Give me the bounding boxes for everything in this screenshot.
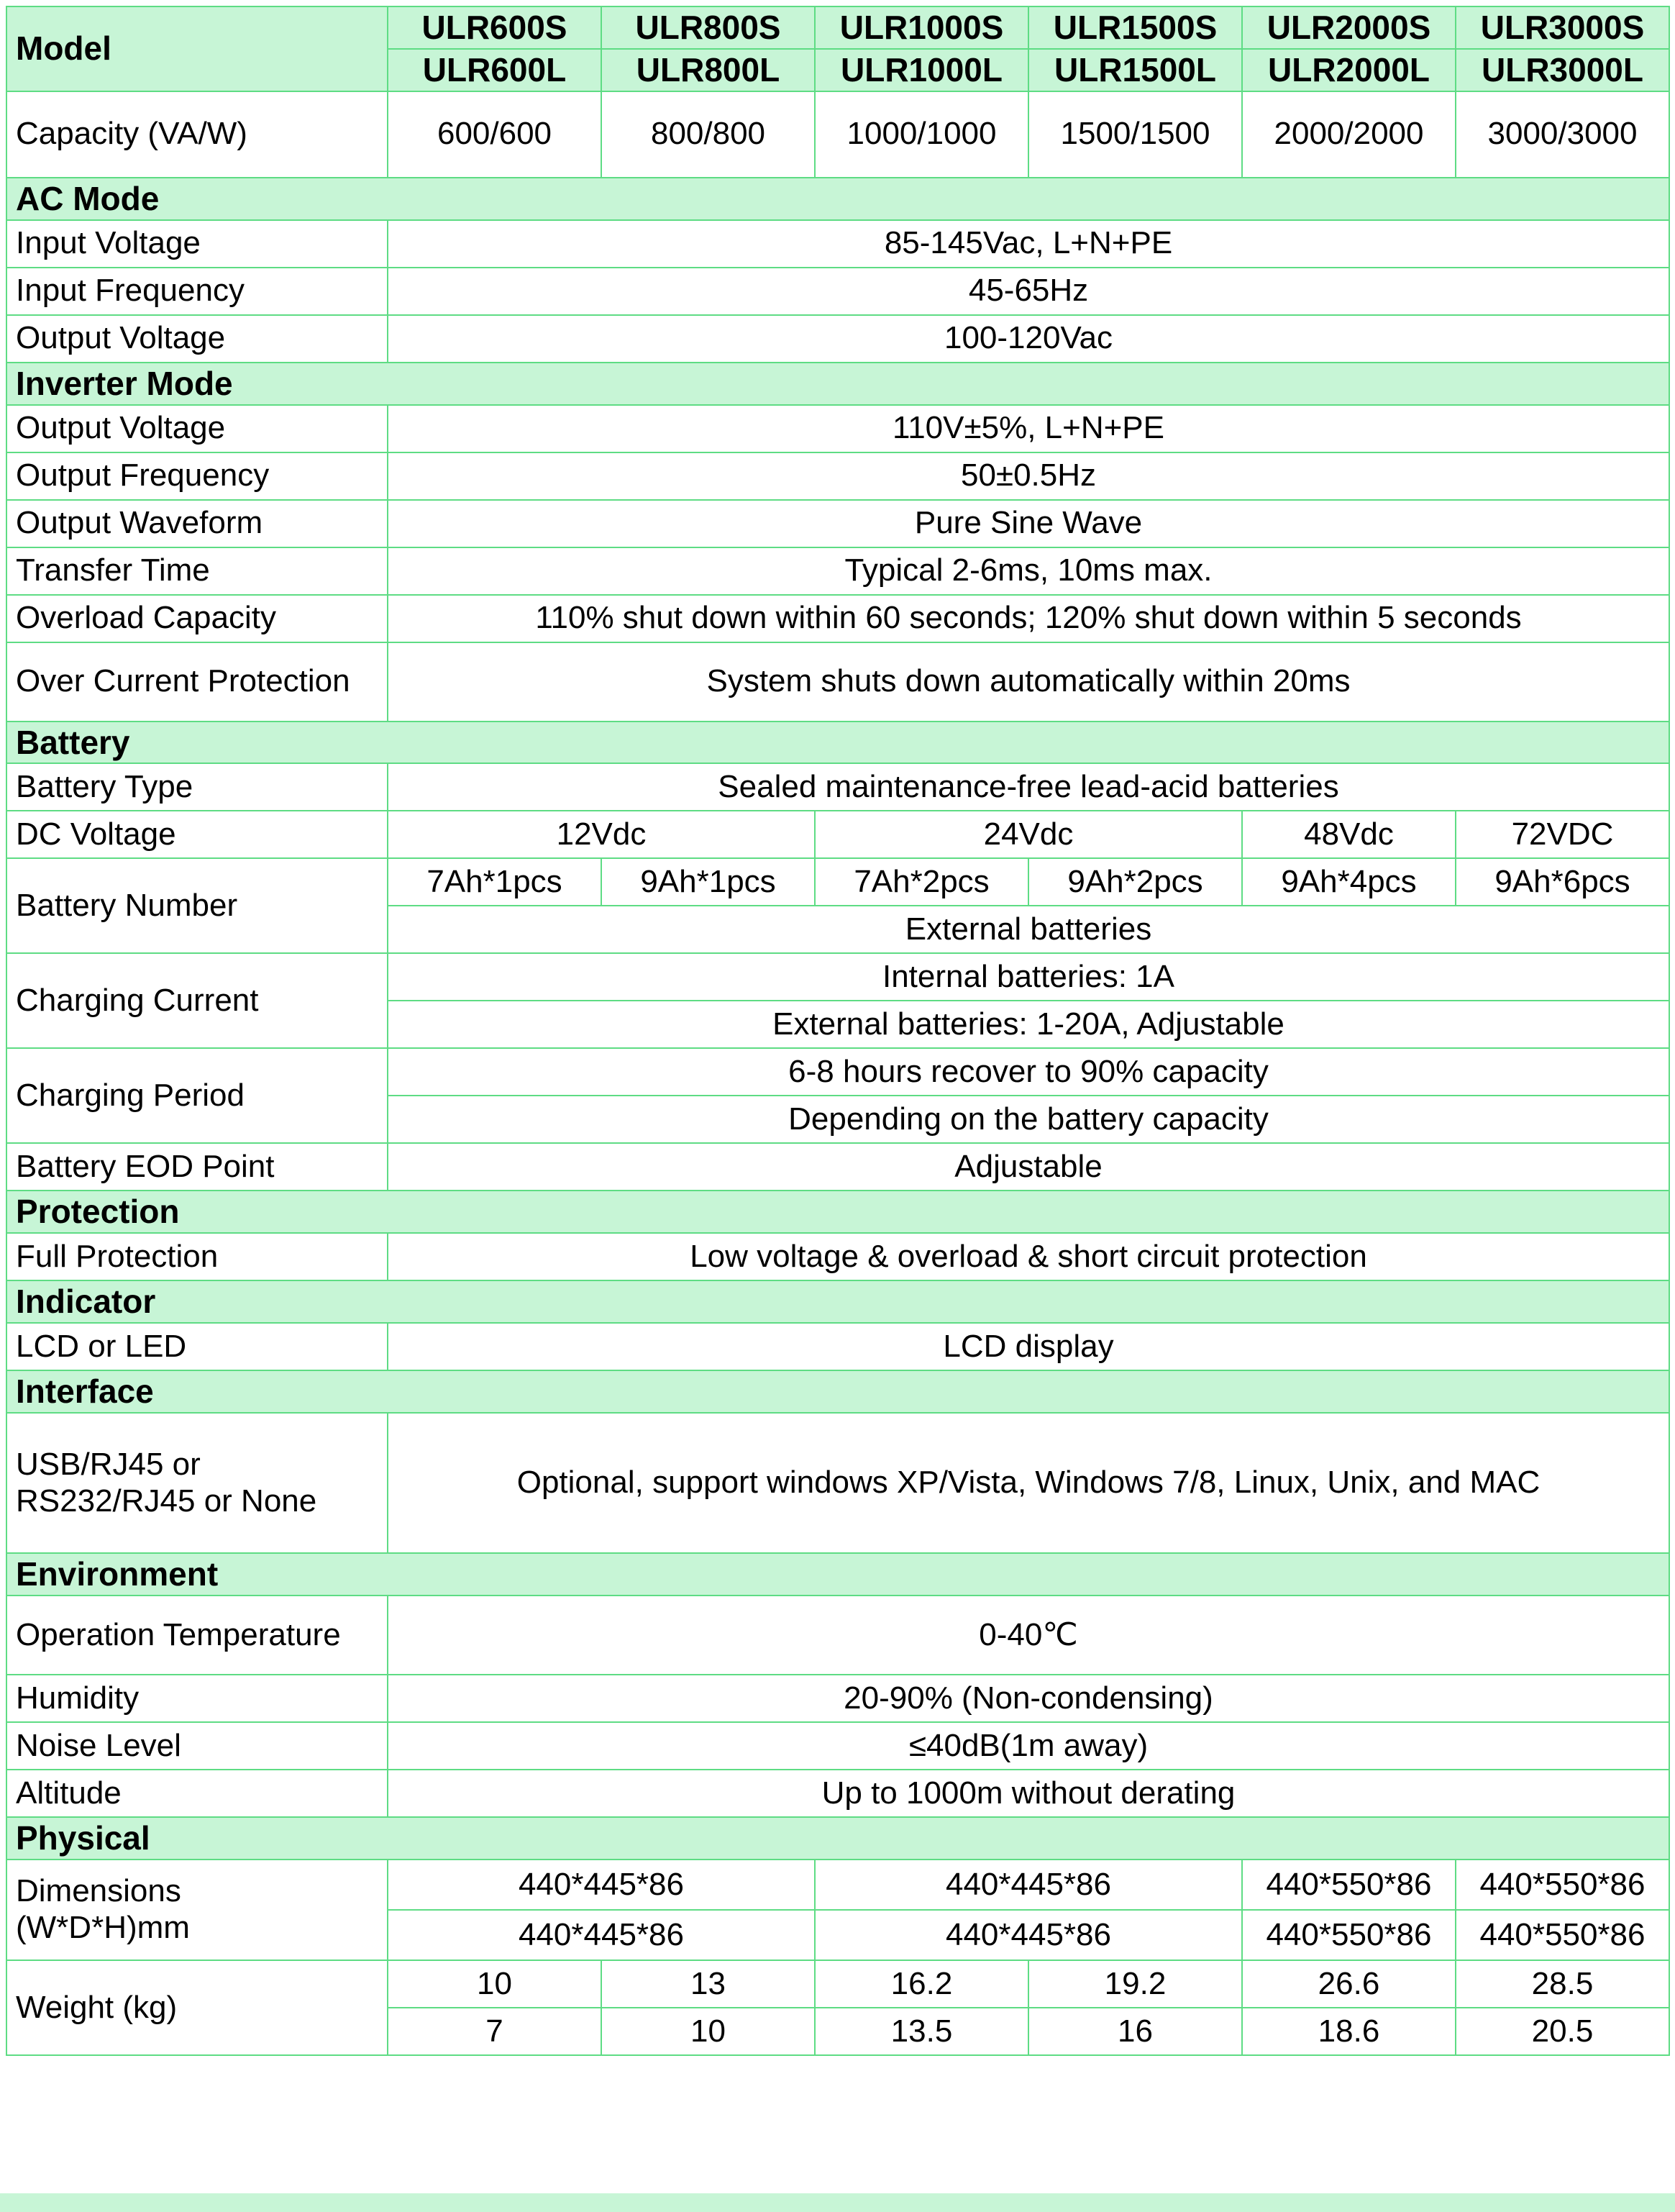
row-value: Up to 1000m without derating	[388, 1770, 1669, 1817]
dc-voltage-cell: 48Vdc	[1242, 811, 1456, 858]
row-label: Weight (kg)	[6, 1960, 388, 2055]
battery-number-cell: 7Ah*2pcs	[815, 858, 1028, 906]
interface-label-line2: RS232/RJ45 or None	[16, 1483, 317, 1519]
weight-cell: 13.5	[815, 2008, 1028, 2055]
row-value: 110V±5%, L+N+PE	[388, 405, 1669, 452]
row-label: Over Current Protection	[6, 642, 388, 722]
row-value: 100-120Vac	[388, 315, 1669, 363]
model-cell: ULR1500S	[1028, 6, 1242, 49]
weight-cell: 18.6	[1242, 2008, 1456, 2055]
row-value: ≤40dB(1m away)	[388, 1722, 1669, 1770]
row-value: External batteries	[388, 906, 1669, 953]
row-value: LCD display	[388, 1323, 1669, 1370]
weight-cell: 13	[601, 1960, 815, 2008]
row-value: Internal batteries: 1A	[388, 953, 1669, 1001]
dimension-cell: 440*550*86	[1242, 1910, 1456, 1960]
row-value: 20-90% (Non-condensing)	[388, 1675, 1669, 1722]
row-value: 50±0.5Hz	[388, 452, 1669, 500]
dimensions-label-line1: Dimensions	[16, 1873, 181, 1909]
row-value: Depending on the battery capacity	[388, 1096, 1669, 1143]
dimension-cell: 440*550*86	[1456, 1860, 1669, 1910]
row-label: Full Protection	[6, 1233, 388, 1280]
row-label: Input Voltage	[6, 220, 388, 268]
row-label: Output Frequency	[6, 452, 388, 500]
capacity-value: 600/600	[388, 91, 601, 178]
row-label: Charging Current	[6, 953, 388, 1048]
dc-voltage-cell: 24Vdc	[815, 811, 1242, 858]
model-cell: ULR1000L	[815, 49, 1028, 91]
row-label: Output Waveform	[6, 500, 388, 547]
row-label	[6, 1860, 388, 1960]
row-value: Typical 2-6ms, 10ms max.	[388, 547, 1669, 595]
section-header-indicator: Indicator	[6, 1280, 1669, 1323]
capacity-label: Capacity (VA/W)	[6, 91, 388, 178]
model-cell: ULR2000L	[1242, 49, 1456, 91]
section-header-inverter-mode: Inverter Mode	[6, 363, 1669, 405]
row-label: Transfer Time	[6, 547, 388, 595]
section-header-physical: Physical	[6, 1817, 1669, 1860]
dc-voltage-cell: 72VDC	[1456, 811, 1669, 858]
row-label: Battery Number	[6, 858, 388, 953]
dimension-cell: 440*550*86	[1456, 1910, 1669, 1960]
row-label: Output Voltage	[6, 405, 388, 452]
row-value: Optional, support windows XP/Vista, Windows 7/8, Linux, Unix, and MAC	[388, 1413, 1669, 1553]
row-label: Battery Type	[6, 763, 388, 811]
row-value: 0-40℃	[388, 1596, 1669, 1675]
dimension-cell: 440*445*86	[388, 1860, 815, 1910]
weight-cell: 20.5	[1456, 2008, 1669, 2055]
capacity-value: 1500/1500	[1028, 91, 1242, 178]
weight-cell: 19.2	[1028, 1960, 1242, 2008]
interface-label-line1: USB/RJ45 or	[16, 1447, 201, 1483]
battery-number-cell: 9Ah*2pcs	[1028, 858, 1242, 906]
row-value: Adjustable	[388, 1143, 1669, 1191]
dc-voltage-cell: 12Vdc	[388, 811, 815, 858]
capacity-value: 800/800	[601, 91, 815, 178]
weight-cell: 16	[1028, 2008, 1242, 2055]
spec-table	[6, 6, 1670, 2056]
section-header-protection: Protection	[6, 1191, 1669, 1233]
row-label: Humidity	[6, 1675, 388, 1722]
model-cell: ULR2000S	[1242, 6, 1456, 49]
footer-bar	[0, 2193, 1675, 2212]
row-value: 110% shut down within 60 seconds; 120% shut down within 5 seconds	[388, 595, 1669, 642]
dimension-cell: 440*445*86	[815, 1860, 1242, 1910]
row-value: 85-145Vac, L+N+PE	[388, 220, 1669, 268]
row-label: LCD or LED	[6, 1323, 388, 1370]
row-label: Charging Period	[6, 1048, 388, 1143]
row-label	[6, 1413, 388, 1553]
battery-number-cell: 7Ah*1pcs	[388, 858, 601, 906]
model-cell: ULR1500L	[1028, 49, 1242, 91]
row-value: 6-8 hours recover to 90% capacity	[388, 1048, 1669, 1096]
model-cell: ULR1000S	[815, 6, 1028, 49]
model-cell: ULR800S	[601, 6, 815, 49]
row-label: Input Frequency	[6, 268, 388, 315]
capacity-value: 2000/2000	[1242, 91, 1456, 178]
model-cell: ULR800L	[601, 49, 815, 91]
weight-cell: 26.6	[1242, 1960, 1456, 2008]
row-value: System shuts down automatically within 20ms	[388, 642, 1669, 722]
section-header-ac-mode: AC Mode	[6, 178, 1669, 220]
row-value: Pure Sine Wave	[388, 500, 1669, 547]
model-cell: ULR600L	[388, 49, 601, 91]
dimension-cell: 440*550*86	[1242, 1860, 1456, 1910]
dimension-cell: 440*445*86	[815, 1910, 1242, 1960]
row-label: Battery EOD Point	[6, 1143, 388, 1191]
battery-number-cell: 9Ah*6pcs	[1456, 858, 1669, 906]
section-header-battery: Battery	[6, 722, 1669, 764]
row-label: Noise Level	[6, 1722, 388, 1770]
row-label: Output Voltage	[6, 315, 388, 363]
section-header-interface: Interface	[6, 1370, 1669, 1413]
row-value: 45-65Hz	[388, 268, 1669, 315]
row-value: Low voltage & overload & short circuit protection	[388, 1233, 1669, 1280]
weight-cell: 7	[388, 2008, 601, 2055]
model-cell: ULR3000S	[1456, 6, 1669, 49]
weight-cell: 10	[601, 2008, 815, 2055]
row-value: Sealed maintenance-free lead-acid batteries	[388, 763, 1669, 811]
weight-cell: 10	[388, 1960, 601, 2008]
row-value: External batteries: 1-20A, Adjustable	[388, 1001, 1669, 1048]
dimensions-label-line2: (W*D*H)mm	[16, 1909, 190, 1945]
weight-cell: 28.5	[1456, 1960, 1669, 2008]
model-cell: ULR3000L	[1456, 49, 1669, 91]
row-label: Overload Capacity	[6, 595, 388, 642]
capacity-value: 1000/1000	[815, 91, 1028, 178]
row-label: Altitude	[6, 1770, 388, 1817]
capacity-value: 3000/3000	[1456, 91, 1669, 178]
battery-number-cell: 9Ah*4pcs	[1242, 858, 1456, 906]
section-header-environment: Environment	[6, 1553, 1669, 1596]
model-label-cell: Model	[6, 6, 388, 91]
weight-cell: 16.2	[815, 1960, 1028, 2008]
row-label: DC Voltage	[6, 811, 388, 858]
battery-number-cell: 9Ah*1pcs	[601, 858, 815, 906]
model-cell: ULR600S	[388, 6, 601, 49]
row-label: Operation Temperature	[6, 1596, 388, 1675]
dimension-cell: 440*445*86	[388, 1910, 815, 1960]
